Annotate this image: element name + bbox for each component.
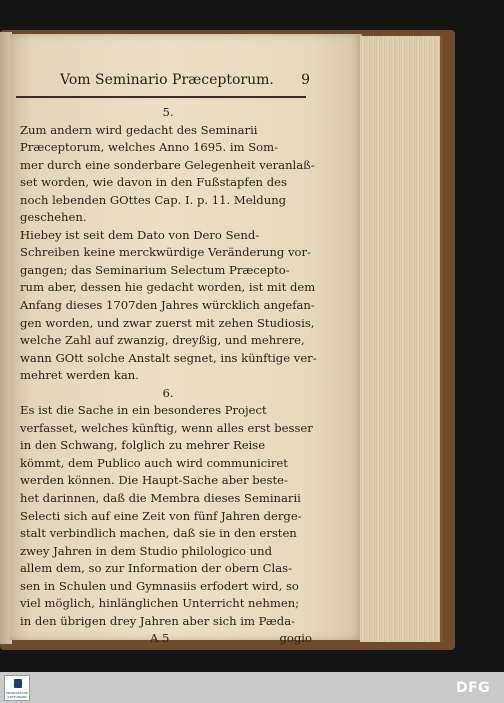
dfg-logo[interactable]: DFG bbox=[456, 680, 491, 696]
text-line: Hiebey ist seit dem Dato von Dero Send- bbox=[20, 227, 260, 242]
text-line: Anfang dieses 1707den Jahres würcklich angefan- bbox=[20, 298, 315, 313]
page-footer bbox=[20, 630, 316, 648]
logo-emblem-icon bbox=[14, 679, 22, 688]
text-line: sen in Schulen und Gymnasiis erfodert wird, so bbox=[20, 578, 299, 593]
text-line: verfasset, welches künftig, wenn alles erst besser bbox=[20, 420, 313, 435]
text-line: wann GOtt solche Anstalt segnet, ins künftige ver- bbox=[20, 350, 317, 365]
text-line: gen worden, und zwar zuerst mit zehen Studiosis, bbox=[20, 315, 315, 330]
text-line: allem dem, so zur Information der obern Clas- bbox=[20, 561, 293, 576]
signature-mark: A 5 bbox=[150, 631, 170, 646]
text-line: mehret werden kan. bbox=[20, 368, 139, 383]
page-text bbox=[20, 104, 316, 648]
page-number: 9 bbox=[301, 72, 310, 88]
text-line: geschehen. bbox=[20, 210, 87, 225]
text-line: in den Schwang, folglich zu mehrer Reise bbox=[20, 438, 266, 453]
text-line: Præceptorum, welches Anno 1695. im Som- bbox=[20, 140, 279, 155]
text-line: noch lebenden GOttes Cap. I. p. 11. Meldung bbox=[20, 192, 287, 207]
text-line: werden können. Die Haupt-Sache aber beste- bbox=[20, 473, 288, 488]
text-line: welche Zahl auf zwanzig, dreyßig, und mehrere, bbox=[20, 333, 305, 348]
viewer-bottom-bar bbox=[0, 672, 504, 703]
text-line: viel möglich, hinlänglichen Unterricht nehmen; bbox=[20, 596, 300, 611]
logo-text: FRANCKESCHE STIFTUNGEN bbox=[5, 691, 29, 699]
institution-logo[interactable] bbox=[4, 675, 30, 701]
text-line: Es ist die Sache in ein besonderes Project bbox=[20, 403, 267, 418]
text-line: kömmt, dem Publico auch wird communiciret bbox=[20, 455, 288, 470]
text-line: zwey Jahren in dem Studio philologico und bbox=[20, 543, 273, 558]
section-number: 5. bbox=[162, 105, 174, 119]
running-title: Vom Seminario Præceptorum. bbox=[60, 72, 274, 88]
header-rule bbox=[16, 96, 306, 98]
text-line: gangen; das Seminarium Selectum Præcepto- bbox=[20, 262, 290, 277]
page-edges bbox=[360, 36, 443, 642]
running-header bbox=[60, 72, 310, 88]
section-number: 6. bbox=[162, 385, 174, 400]
text-line: het darinnen, daß die Membra dieses Seminarii bbox=[20, 491, 301, 506]
text-line: Selecti sich auf eine Zeit von fünf Jahren derge- bbox=[20, 508, 302, 523]
text-line: Schreiben keine merckwürdige Veränderung vor- bbox=[20, 245, 311, 260]
text-line: mer durch eine sonderbare Gelegenheit veranlaß- bbox=[20, 157, 315, 172]
text-line: rum aber, dessen hie gedacht worden, ist mit dem bbox=[20, 280, 316, 295]
text-line: stalt verbindlich machen, daß sie in den ersten bbox=[20, 526, 297, 541]
text-line: Zum andern wird gedacht des Seminarii bbox=[20, 122, 258, 137]
text-line: in den übrigen drey Jahren aber sich im Pæda- bbox=[20, 613, 296, 628]
text-line: set worden, wie davon in den Fußstapfen des bbox=[20, 175, 287, 190]
catchword: gogio bbox=[279, 631, 312, 646]
